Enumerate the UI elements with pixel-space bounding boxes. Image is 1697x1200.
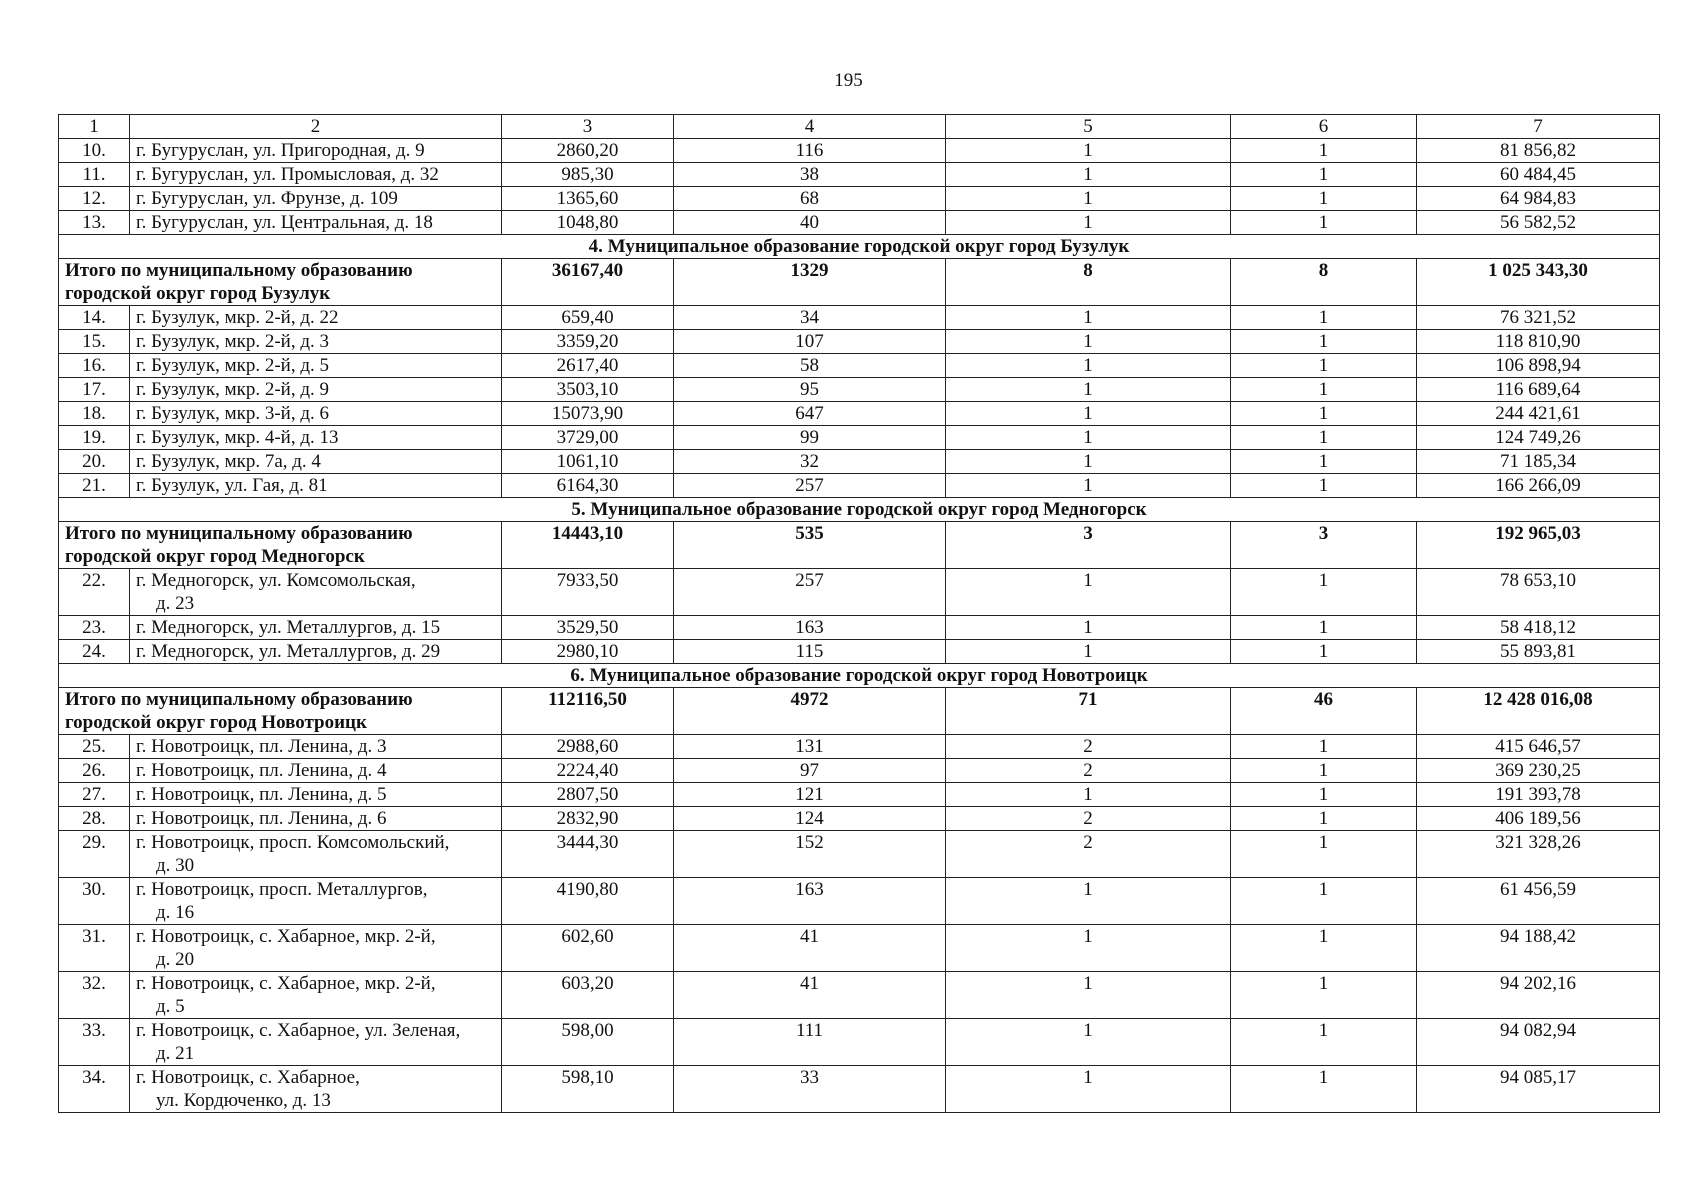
count-value: 1 <box>946 1019 1231 1066</box>
count-value: 1 <box>946 187 1231 211</box>
total-value: 4972 <box>674 688 946 735</box>
table-row <box>59 640 1660 664</box>
count-value: 1 <box>1231 640 1417 664</box>
count-value: 1 <box>946 972 1231 1019</box>
count-value: 1 <box>1231 807 1417 831</box>
cost-value: 369 230,25 <box>1417 759 1660 783</box>
cost-value: 94 202,16 <box>1417 972 1660 1019</box>
residents-value: 41 <box>674 972 946 1019</box>
area-value: 2980,10 <box>502 640 674 664</box>
cost-value: 55 893,81 <box>1417 640 1660 664</box>
residents-value: 115 <box>674 640 946 664</box>
cost-value: 61 456,59 <box>1417 878 1660 925</box>
count-value: 1 <box>946 426 1231 450</box>
count-value: 1 <box>1231 474 1417 498</box>
table-row <box>59 378 1660 402</box>
row-number: 11. <box>59 163 130 187</box>
table-row <box>59 211 1660 235</box>
total-label <box>59 688 502 735</box>
area-value: 598,00 <box>502 1019 674 1066</box>
area-value: 2988,60 <box>502 735 674 759</box>
count-value: 1 <box>1231 211 1417 235</box>
residents-value: 32 <box>674 450 946 474</box>
row-number: 31. <box>59 925 130 972</box>
count-value: 1 <box>946 640 1231 664</box>
area-value: 3729,00 <box>502 426 674 450</box>
address-cell <box>130 378 502 402</box>
row-number: 24. <box>59 640 130 664</box>
total-value: 8 <box>946 259 1231 306</box>
table-row <box>59 759 1660 783</box>
address-line: г. Новотроицк, пл. Ленина, д. 3 <box>136 736 387 757</box>
area-value: 6164,30 <box>502 474 674 498</box>
table-row <box>59 878 1660 925</box>
address-cell <box>130 211 502 235</box>
table-row <box>59 831 1660 878</box>
table-row <box>59 450 1660 474</box>
count-value: 1 <box>1231 735 1417 759</box>
row-number: 13. <box>59 211 130 235</box>
cost-value: 94 085,17 <box>1417 1066 1660 1113</box>
cost-value: 64 984,83 <box>1417 187 1660 211</box>
address-cell <box>130 807 502 831</box>
cost-value: 94 188,42 <box>1417 925 1660 972</box>
total-row <box>59 259 1660 306</box>
address-line: г. Бузулук, мкр. 2-й, д. 5 <box>136 355 329 376</box>
count-value: 1 <box>946 163 1231 187</box>
address-cell <box>130 330 502 354</box>
table-row <box>59 972 1660 1019</box>
total-value: 535 <box>674 522 946 569</box>
cost-value: 321 328,26 <box>1417 831 1660 878</box>
residents-value: 99 <box>674 426 946 450</box>
area-value: 15073,90 <box>502 402 674 426</box>
address-cell <box>130 878 502 925</box>
count-value: 1 <box>1231 139 1417 163</box>
cost-value: 191 393,78 <box>1417 783 1660 807</box>
table-row <box>59 306 1660 330</box>
count-value: 1 <box>1231 450 1417 474</box>
section-heading-row <box>59 498 1660 522</box>
row-number: 12. <box>59 187 130 211</box>
area-value: 602,60 <box>502 925 674 972</box>
address-line: г. Новотроицк, пл. Ленина, д. 5 <box>136 784 387 805</box>
address-line: г. Бугуруслан, ул. Пригородная, д. 9 <box>136 140 425 161</box>
address-cell <box>130 163 502 187</box>
total-label-line: Итого по муниципальному образованию <box>65 260 413 281</box>
count-value: 1 <box>1231 616 1417 640</box>
cost-value: 76 321,52 <box>1417 306 1660 330</box>
total-value: 46 <box>1231 688 1417 735</box>
residents-value: 40 <box>674 211 946 235</box>
address-cell <box>130 474 502 498</box>
residents-value: 68 <box>674 187 946 211</box>
section-heading: 6. Муниципальное образование городской округ город Новотроицк <box>59 664 1660 688</box>
row-number: 26. <box>59 759 130 783</box>
address-line: г. Медногорск, ул. Комсомольская, <box>136 570 416 591</box>
area-value: 1061,10 <box>502 450 674 474</box>
total-value: 12 428 016,08 <box>1417 688 1660 735</box>
area-value: 985,30 <box>502 163 674 187</box>
total-value: 192 965,03 <box>1417 522 1660 569</box>
header-cell: 3 <box>502 115 674 139</box>
count-value: 1 <box>1231 878 1417 925</box>
header-row <box>59 115 1660 139</box>
total-label-line: городской округ город Новотроицк <box>65 712 367 733</box>
residents-value: 121 <box>674 783 946 807</box>
cost-value: 124 749,26 <box>1417 426 1660 450</box>
address-cell <box>130 925 502 972</box>
address-line: г. Новотроицк, пл. Ленина, д. 6 <box>136 808 387 829</box>
table-row <box>59 616 1660 640</box>
area-value: 598,10 <box>502 1066 674 1113</box>
residents-value: 163 <box>674 878 946 925</box>
table-body <box>59 115 1660 1113</box>
cost-value: 415 646,57 <box>1417 735 1660 759</box>
register-table <box>58 114 1660 1113</box>
address-cell <box>130 354 502 378</box>
address-line: г. Новотроицк, просп. Комсомольский, <box>136 832 450 853</box>
residents-value: 111 <box>674 1019 946 1066</box>
residents-value: 257 <box>674 474 946 498</box>
count-value: 1 <box>1231 925 1417 972</box>
count-value: 1 <box>1231 831 1417 878</box>
address-line: г. Бугуруслан, ул. Центральная, д. 18 <box>136 212 433 233</box>
area-value: 3359,20 <box>502 330 674 354</box>
residents-value: 163 <box>674 616 946 640</box>
table-row <box>59 807 1660 831</box>
address-line: д. 20 <box>156 949 195 970</box>
section-heading-row <box>59 664 1660 688</box>
cost-value: 118 810,90 <box>1417 330 1660 354</box>
row-number: 29. <box>59 831 130 878</box>
cost-value: 94 082,94 <box>1417 1019 1660 1066</box>
cost-value: 166 266,09 <box>1417 474 1660 498</box>
count-value: 1 <box>1231 972 1417 1019</box>
address-line: г. Бузулук, мкр. 2-й, д. 22 <box>136 307 339 328</box>
area-value: 2224,40 <box>502 759 674 783</box>
row-number: 34. <box>59 1066 130 1113</box>
address-cell <box>130 306 502 330</box>
section-heading: 4. Муниципальное образование городской округ город Бузулук <box>59 235 1660 259</box>
address-line: г. Новотроицк, пл. Ленина, д. 4 <box>136 760 387 781</box>
residents-value: 38 <box>674 163 946 187</box>
row-number: 32. <box>59 972 130 1019</box>
total-value: 1 025 343,30 <box>1417 259 1660 306</box>
count-value: 1 <box>946 354 1231 378</box>
row-number: 20. <box>59 450 130 474</box>
total-label <box>59 259 502 306</box>
total-value: 71 <box>946 688 1231 735</box>
total-value: 3 <box>1231 522 1417 569</box>
address-cell <box>130 783 502 807</box>
row-number: 23. <box>59 616 130 640</box>
residents-value: 124 <box>674 807 946 831</box>
address-line: г. Бузулук, мкр. 4-й, д. 13 <box>136 427 339 448</box>
count-value: 1 <box>1231 402 1417 426</box>
count-value: 2 <box>946 807 1231 831</box>
section-heading-row <box>59 235 1660 259</box>
count-value: 1 <box>1231 426 1417 450</box>
header-cell: 2 <box>130 115 502 139</box>
area-value: 7933,50 <box>502 569 674 616</box>
address-cell <box>130 139 502 163</box>
address-cell <box>130 426 502 450</box>
cost-value: 116 689,64 <box>1417 378 1660 402</box>
area-value: 4190,80 <box>502 878 674 925</box>
table-row <box>59 139 1660 163</box>
total-label-line: городской округ город Медногорск <box>65 546 365 567</box>
area-value: 2807,50 <box>502 783 674 807</box>
table-row <box>59 783 1660 807</box>
row-number: 30. <box>59 878 130 925</box>
header-cell: 6 <box>1231 115 1417 139</box>
table-row <box>59 1066 1660 1113</box>
total-value: 112116,50 <box>502 688 674 735</box>
row-number: 17. <box>59 378 130 402</box>
address-line: д. 21 <box>156 1043 195 1064</box>
area-value: 3529,50 <box>502 616 674 640</box>
count-value: 2 <box>946 735 1231 759</box>
table-row <box>59 569 1660 616</box>
count-value: 1 <box>1231 783 1417 807</box>
address-line: г. Бузулук, мкр. 7а, д. 4 <box>136 451 321 472</box>
row-number: 15. <box>59 330 130 354</box>
address-cell <box>130 1066 502 1113</box>
table-row <box>59 163 1660 187</box>
address-line: г. Бузулук, мкр. 3-й, д. 6 <box>136 403 329 424</box>
address-line: д. 30 <box>156 855 195 876</box>
cost-value: 60 484,45 <box>1417 163 1660 187</box>
address-cell <box>130 640 502 664</box>
address-line: г. Бузулук, мкр. 2-й, д. 3 <box>136 331 329 352</box>
header-cell: 7 <box>1417 115 1660 139</box>
table-row <box>59 330 1660 354</box>
cost-value: 56 582,52 <box>1417 211 1660 235</box>
residents-value: 257 <box>674 569 946 616</box>
header-cell: 4 <box>674 115 946 139</box>
cost-value: 71 185,34 <box>1417 450 1660 474</box>
count-value: 1 <box>1231 187 1417 211</box>
count-value: 1 <box>1231 330 1417 354</box>
address-cell <box>130 569 502 616</box>
area-value: 2860,20 <box>502 139 674 163</box>
address-line: г. Новотроицк, с. Хабарное, мкр. 2-й, <box>136 973 436 994</box>
count-value: 1 <box>946 211 1231 235</box>
total-row <box>59 688 1660 735</box>
area-value: 659,40 <box>502 306 674 330</box>
address-line: г. Бугуруслан, ул. Промысловая, д. 32 <box>136 164 439 185</box>
table-row <box>59 354 1660 378</box>
cost-value: 406 189,56 <box>1417 807 1660 831</box>
address-line: г. Новотроицк, с. Хабарное, ул. Зеленая, <box>136 1020 461 1041</box>
row-number: 16. <box>59 354 130 378</box>
address-cell <box>130 759 502 783</box>
address-line: ул. Кордюченко, д. 13 <box>156 1090 331 1111</box>
count-value: 1 <box>946 616 1231 640</box>
table-row <box>59 735 1660 759</box>
residents-value: 131 <box>674 735 946 759</box>
row-number: 22. <box>59 569 130 616</box>
residents-value: 152 <box>674 831 946 878</box>
row-number: 28. <box>59 807 130 831</box>
count-value: 1 <box>1231 759 1417 783</box>
residents-value: 33 <box>674 1066 946 1113</box>
cost-value: 58 418,12 <box>1417 616 1660 640</box>
area-value: 1365,60 <box>502 187 674 211</box>
address-cell <box>130 735 502 759</box>
address-line: г. Новотроицк, просп. Металлургов, <box>136 879 428 900</box>
table-row <box>59 187 1660 211</box>
address-line: д. 5 <box>156 996 185 1017</box>
address-line: д. 23 <box>156 593 195 614</box>
table-row <box>59 402 1660 426</box>
area-value: 2617,40 <box>502 354 674 378</box>
total-row <box>59 522 1660 569</box>
total-value: 8 <box>1231 259 1417 306</box>
row-number: 10. <box>59 139 130 163</box>
count-value: 1 <box>1231 354 1417 378</box>
count-value: 1 <box>946 783 1231 807</box>
total-value: 3 <box>946 522 1231 569</box>
section-heading: 5. Муниципальное образование городской округ город Медногорск <box>59 498 1660 522</box>
total-value: 1329 <box>674 259 946 306</box>
cost-value: 106 898,94 <box>1417 354 1660 378</box>
count-value: 1 <box>1231 569 1417 616</box>
table-row <box>59 1019 1660 1066</box>
count-value: 1 <box>946 450 1231 474</box>
count-value: 1 <box>946 569 1231 616</box>
row-number: 25. <box>59 735 130 759</box>
count-value: 1 <box>946 474 1231 498</box>
address-line: г. Новотроицк, с. Хабарное, <box>136 1067 360 1088</box>
area-value: 3503,10 <box>502 378 674 402</box>
count-value: 1 <box>1231 378 1417 402</box>
cost-value: 78 653,10 <box>1417 569 1660 616</box>
total-label <box>59 522 502 569</box>
area-value: 603,20 <box>502 972 674 1019</box>
address-line: г. Бузулук, мкр. 2-й, д. 9 <box>136 379 329 400</box>
total-value: 14443,10 <box>502 522 674 569</box>
count-value: 1 <box>946 1066 1231 1113</box>
address-cell <box>130 450 502 474</box>
count-value: 1 <box>1231 306 1417 330</box>
row-number: 18. <box>59 402 130 426</box>
residents-value: 647 <box>674 402 946 426</box>
address-line: г. Бузулук, ул. Гая, д. 81 <box>136 475 328 496</box>
count-value: 2 <box>946 759 1231 783</box>
count-value: 1 <box>946 330 1231 354</box>
address-line: г. Бугуруслан, ул. Фрунзе, д. 109 <box>136 188 398 209</box>
count-value: 1 <box>946 139 1231 163</box>
cost-value: 244 421,61 <box>1417 402 1660 426</box>
address-cell <box>130 972 502 1019</box>
residents-value: 95 <box>674 378 946 402</box>
total-value: 36167,40 <box>502 259 674 306</box>
page-number: 195 <box>834 70 863 91</box>
address-cell <box>130 1019 502 1066</box>
count-value: 1 <box>946 402 1231 426</box>
count-value: 1 <box>946 378 1231 402</box>
count-value: 1 <box>946 878 1231 925</box>
address-cell <box>130 187 502 211</box>
area-value: 2832,90 <box>502 807 674 831</box>
address-cell <box>130 402 502 426</box>
address-line: г. Медногорск, ул. Металлургов, д. 15 <box>136 617 441 638</box>
table-row <box>59 925 1660 972</box>
address-line: г. Медногорск, ул. Металлургов, д. 29 <box>136 641 441 662</box>
count-value: 1 <box>946 925 1231 972</box>
header-cell: 5 <box>946 115 1231 139</box>
count-value: 1 <box>946 306 1231 330</box>
area-value: 1048,80 <box>502 211 674 235</box>
row-number: 33. <box>59 1019 130 1066</box>
residents-value: 107 <box>674 330 946 354</box>
count-value: 2 <box>946 831 1231 878</box>
total-label-line: Итого по муниципальному образованию <box>65 523 413 544</box>
row-number: 14. <box>59 306 130 330</box>
residents-value: 97 <box>674 759 946 783</box>
address-line: г. Новотроицк, с. Хабарное, мкр. 2-й, <box>136 926 436 947</box>
area-value: 3444,30 <box>502 831 674 878</box>
total-label-line: Итого по муниципальному образованию <box>65 689 413 710</box>
row-number: 21. <box>59 474 130 498</box>
count-value: 1 <box>1231 163 1417 187</box>
address-cell <box>130 616 502 640</box>
table-row <box>59 474 1660 498</box>
row-number: 19. <box>59 426 130 450</box>
count-value: 1 <box>1231 1066 1417 1113</box>
residents-value: 41 <box>674 925 946 972</box>
address-line: д. 16 <box>156 902 195 923</box>
residents-value: 116 <box>674 139 946 163</box>
cost-value: 81 856,82 <box>1417 139 1660 163</box>
count-value: 1 <box>1231 1019 1417 1066</box>
total-label-line: городской округ город Бузулук <box>65 283 331 304</box>
header-cell: 1 <box>59 115 130 139</box>
address-cell <box>130 831 502 878</box>
row-number: 27. <box>59 783 130 807</box>
table-row <box>59 426 1660 450</box>
residents-value: 34 <box>674 306 946 330</box>
residents-value: 58 <box>674 354 946 378</box>
